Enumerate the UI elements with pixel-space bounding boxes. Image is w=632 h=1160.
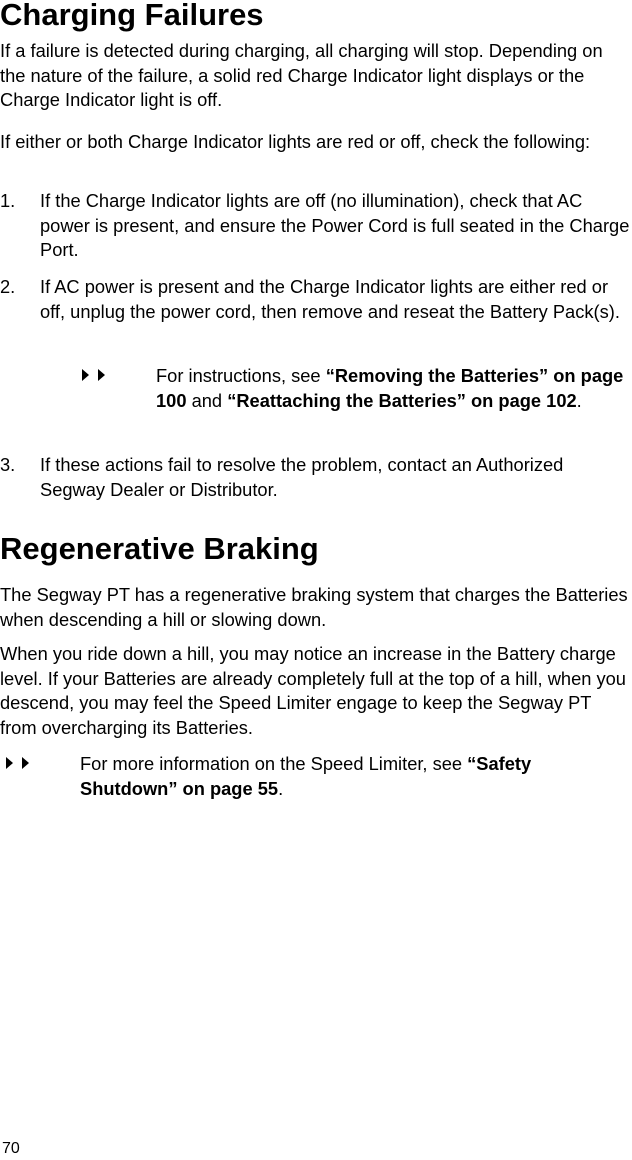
double-right-triangle-icon [6, 752, 38, 777]
reattaching-batteries-reference[interactable]: “Reattaching the Batteries” on page 102 [227, 389, 577, 411]
list-text: If the Charge Indicator lights are off (no illumination), check that AC power is present, and ensure the Power Cord is full seated in the Charge Port. [40, 190, 630, 260]
charging-failures-paragraph-1: If a failure is detected during charging, all charging will stop. Depending on the nature of the failure, a solid red Charge Indicator light displays or the Charge Indicator light is off. [0, 40, 603, 110]
list-text: If AC power is present and the Charge Indicator lights are either red or off, unplug the power cord, then remove and reseat the Battery Pack(s). [40, 276, 620, 322]
safety-shutdown-reference[interactable]: “Safety Shutdown” on page 55 [80, 753, 532, 799]
charging-failures-heading: Charging Failures [0, 0, 264, 32]
regenerative-braking-heading: Regenerative Braking [0, 531, 319, 566]
list-number: 1. [0, 190, 16, 211]
list-text: If these actions fail to resolve the problem, contact an Authorized Segway Dealer or Distributor. [40, 454, 564, 500]
instructions-note-text: For instructions, see “Removing the Batteries” on page 100 and “Reattaching the Batteries” on page 102. [156, 365, 624, 411]
regenerative-braking-paragraph-1: The Segway PT has a regenerative braking system that charges the Batteries when descending a hill or slowing down. [0, 584, 628, 630]
page-number: 70 [2, 1140, 20, 1157]
regenerative-braking-paragraph-2: When you ride down a hill, you may notice an increase in the Battery charge level. If your Batteries are already completely full at the top of a hill, when you descend, you may feel the Speed Limiter engage to keep the Segway PT from overcharging its Batteries. [0, 643, 626, 738]
list-number: 3. [0, 454, 16, 475]
removing-batteries-reference[interactable]: “Removing the Batteries” on page 100 [156, 365, 624, 411]
speed-limiter-note-text: For more information on the Speed Limiter, see “Safety Shutdown” on page 55. [80, 753, 532, 799]
charging-failures-paragraph-2: If either or both Charge Indicator lights are red or off, check the following: [0, 131, 591, 152]
double-right-triangle-icon [82, 364, 114, 389]
list-number: 2. [0, 276, 16, 297]
